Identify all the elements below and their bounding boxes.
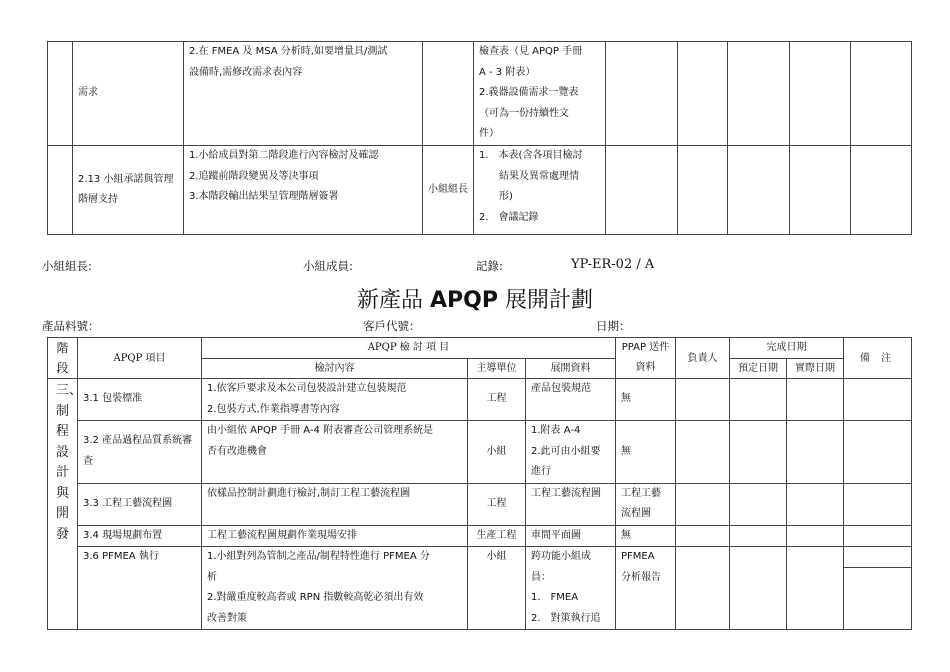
stage-name: 三、制程設計與開發 [56,383,83,542]
record-label: 記錄: [476,259,503,273]
ppap-header [616,338,676,379]
apqp-item-text: 3.2 產品過程品質系統審查 [83,435,193,467]
ppap-cell [616,547,676,630]
empty-cell [678,146,728,235]
remarks-cell [844,547,912,630]
doc-line: 進行 [531,466,551,477]
responsible-cell [676,547,730,630]
review-content-cell [202,421,468,484]
stage-cell [48,42,73,146]
planned-date-cell [730,525,787,547]
empty-cell [728,42,790,146]
lead-unit-cell [468,483,526,525]
top-table [47,41,912,235]
table-row [48,146,912,235]
stage-cell [48,379,83,630]
empty-cell [678,42,728,146]
completion-date-header-text: 完成日期 [766,342,807,354]
header-row [48,338,912,359]
doc-line: 1. 本表(含各項目檢討 [479,150,583,161]
customer-code-label: 客戶代號： [363,319,421,333]
apqp-item-cell [78,379,202,421]
stage-header [48,338,78,379]
doc-line: 員： [531,571,551,583]
lead-unit-text: 工程 [486,393,507,405]
content-line: 析 [207,571,217,583]
doc-line: 檢查表（見 APQP 手冊 [479,46,583,57]
deliverables-cell [526,421,616,484]
content-line: 2.在 FMEA 及 MSA 分析時,如要增量具/測試 [189,46,388,57]
review-content-cell [184,42,423,146]
ppap-text: 工程工藝流程圖 [621,487,661,519]
lead-unit-text: 小組 [486,551,507,562]
review-content-cell [202,483,468,525]
page-title [0,283,950,314]
team-leader-label: 小組組長: [42,259,92,273]
deliverables-cell [474,42,606,146]
remarks-subcell [844,547,911,568]
empty-cell [790,42,851,146]
planned-date-cell [730,547,787,630]
empty-cell [790,146,851,235]
content-line: 1.小給成員對第二階段進行內容檢討及確認 [189,150,379,161]
apqp-item-text: 2.13 小組承諾與管理階層支持 [78,173,174,205]
ppap-cell [616,483,676,525]
doc-line: 2.此可由小組要 [531,445,601,457]
empty-cell [728,146,790,235]
actual-date-cell [787,379,844,421]
actual-date-cell [787,483,844,525]
content-line: 3.本階段輸出結果呈管理階層簽署 [189,191,339,202]
lead-unit-text: 小組 [486,445,507,457]
review-content-cell [184,146,423,235]
lead-unit-text: 小組組長 [428,183,468,195]
doc-line: 結果及異常處理情 [479,170,579,182]
part-number-label: 產品料號： [42,319,100,333]
content-line: 2.對嚴重度較高者或 RPN 指數較高乾必須出有效 [207,592,424,603]
apqp-plan-table [47,337,912,630]
apqp-item-cell [73,42,184,146]
deliverables-cell [526,379,616,421]
doc-line: 2. 會議記錄 [479,211,539,223]
doc-line: 產品包裝規范 [531,383,591,394]
apqp-review-header-text: APQP 檢 討 項 目 [367,342,450,354]
actual-date-cell [787,421,844,484]
ppap-cell [616,525,676,547]
ppap-text: PFMEA 分析報告 [621,551,661,583]
responsible-header-text: 負責人 [687,352,718,364]
apqp-item-header [78,338,202,379]
apqp-item-text: 3.1 包裝標准 [83,393,143,405]
responsible-cell [676,483,730,525]
apqp-item-text: 3.4 現場規劃布置 [83,529,163,541]
content-line: 2.追蹤前階段變異及等決事項 [189,170,319,182]
ppap-cell [616,379,676,421]
planned-date-header-text: 預定日期 [738,362,778,374]
lead-unit-text: 生產工程 [476,529,517,541]
table-row [48,421,912,484]
content-line: 2.包裝方式,作業指導書等內容 [207,403,340,415]
empty-cell [851,146,912,235]
lead-unit-cell [423,146,474,235]
ppap-text: 無 [621,393,631,405]
deliverables-cell [474,146,606,235]
deliverables-cell [526,525,616,547]
content-line: 1.依客戶要求及本公司包裝設計建立包裝規范 [207,383,407,394]
table-row [48,547,912,630]
deliverables-cell [526,547,616,630]
content-line: 由小組依 APQP 手冊 A-4 附表審查公司管理系統是 [207,425,434,436]
empty-cell [606,146,678,235]
document-number: YP-ER-02 / A [571,257,655,272]
deliverables-header-text: 展開資料 [550,362,591,374]
stage-header-text: 階段 [56,341,69,375]
planned-date-cell [730,421,787,484]
lead-unit-cell [468,525,526,547]
title-prefix: 新產品 [357,288,430,313]
doc-line: （可為一份持續性文 [479,107,569,119]
content-line: 改善對策 [207,612,247,624]
responsible-cell [676,379,730,421]
apqp-review-header [202,338,616,359]
review-content-header [202,358,468,379]
empty-cell [851,42,912,146]
doc-line: 形) [479,191,513,202]
review-content-cell [202,547,468,630]
apqp-item-cell [73,146,184,235]
doc-line: 工程工藝流程圖 [531,487,601,499]
deliverables-cell [526,483,616,525]
review-content-cell [202,525,468,547]
table-row [48,483,912,525]
doc-line: 1.附表 A-4 [531,425,581,436]
table-row [48,42,912,146]
lead-unit-text: 工程 [486,497,507,509]
apqp-item-cell [78,483,202,525]
lead-unit-cell [468,421,526,484]
lead-unit-header-text: 主導單位 [476,362,517,374]
lead-unit-header [468,358,526,379]
ppap-header-text: PPAP 送件資料 [621,342,670,373]
content-line: 1.小組對列為管制之產品/制程特性進行 PFMEA 分 [207,551,430,562]
actual-date-header [787,358,844,379]
content-line: 設備時,需修改需求表內容 [189,66,303,78]
apqp-item-cell [78,525,202,547]
lead-unit-cell [423,42,474,146]
ppap-text: 無 [621,529,631,541]
title-suffix: 展開計劃 [497,288,593,313]
completion-date-header [730,338,844,359]
empty-cell [606,42,678,146]
apqp-item-cell [78,421,202,484]
doc-line: 跨功能小組成 [531,551,591,562]
lead-unit-cell [468,547,526,630]
actual-date-cell [787,547,844,630]
doc-line: 2.義器設備需求一覽表 [479,87,579,98]
lead-unit-cell [468,379,526,421]
stage-cell [48,146,73,235]
remarks-cell [844,483,912,525]
remarks-cell [844,421,912,484]
actual-date-header-text: 實際日期 [795,362,835,374]
content-line: 工程工藝流程圖規劃作業現場安排 [207,529,357,541]
apqp-item-text: 需求 [78,87,98,99]
apqp-item-text: 3.6 PFMEA 執行 [83,551,159,562]
responsible-cell [676,421,730,484]
planned-date-header [730,358,787,379]
remarks-header [844,338,912,379]
table-row [48,525,912,547]
deliverables-header [526,358,616,379]
planned-date-cell [730,379,787,421]
date-label: 日期： [596,319,631,333]
review-content-cell [202,379,468,421]
responsible-cell [676,525,730,547]
ppap-cell [616,421,676,484]
apqp-item-text: 3.3 工程工藝流程圖 [83,497,173,509]
title-bold: APQP [430,288,498,313]
doc-line: 2. 對策執行追 [531,612,601,624]
content-line: 否有改進機會 [207,445,267,457]
doc-line: 1. FMEA [531,592,579,603]
actual-date-cell [787,525,844,547]
doc-line: 件） [479,128,499,139]
doc-line: 車間平面圖 [531,529,581,541]
content-line: 依樣品控制計劃進行檢討,制訂工程工藝流程圖 [207,487,411,499]
doc-line: A - 3 附表） [479,66,536,78]
remarks-cell [844,525,912,547]
table-row [48,379,912,421]
ppap-text: 無 [621,445,631,457]
apqp-item-cell [78,547,202,630]
apqp-item-header-text: APQP 項目 [113,352,166,364]
team-members-label: 小組成員: [303,259,353,273]
remarks-cell [844,379,912,421]
responsible-header [676,338,730,379]
planned-date-cell [730,483,787,525]
review-content-header-text: 檢討內容 [314,362,355,374]
remarks-header-text: 備 注 [859,352,896,364]
